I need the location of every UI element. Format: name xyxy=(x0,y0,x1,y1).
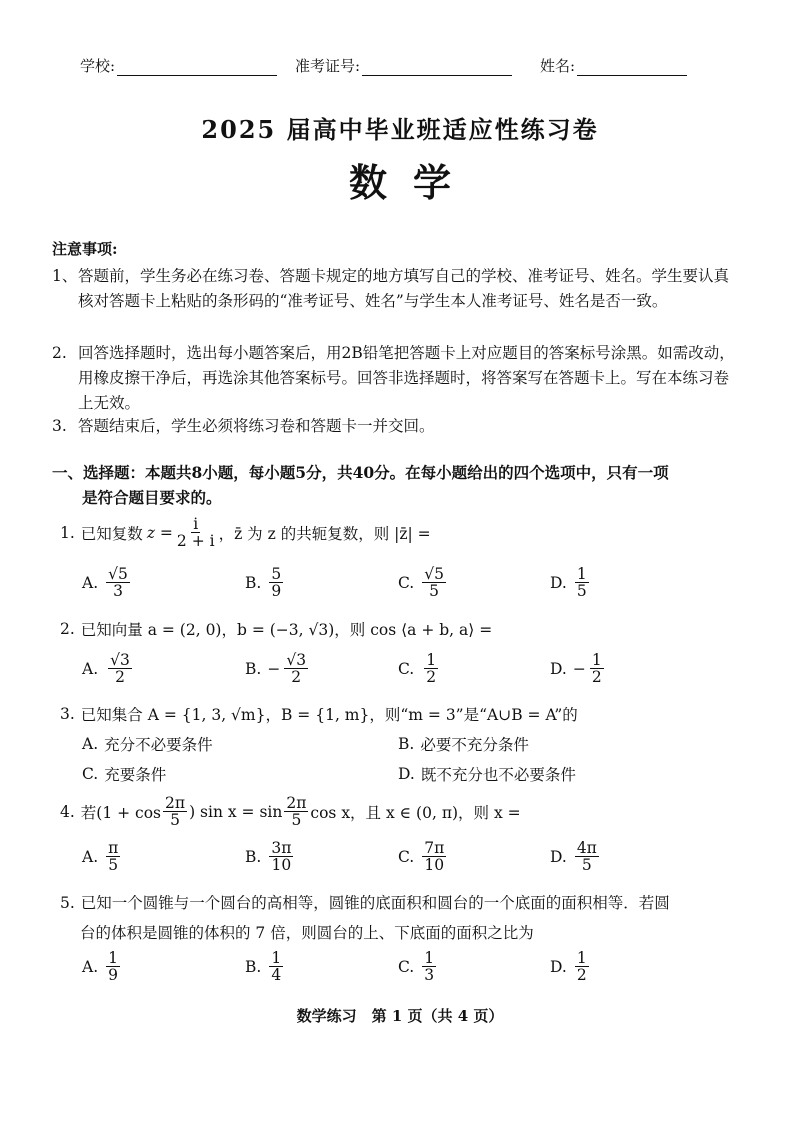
section-line-1: 一、选择题：本题共8小题，每小题5分，共40分。在每小题给出的四个选项中，只有一项 xyxy=(52,463,669,482)
option-a[interactable] xyxy=(82,950,122,984)
question-stem-tail: cos x，且 x ∈ (0, π)，则 x = xyxy=(310,803,521,822)
option-text: 必要不充分条件 xyxy=(420,736,529,754)
option-d[interactable] xyxy=(550,840,601,874)
fraction-denominator: 9 xyxy=(108,966,118,985)
fraction-numerator: 1 xyxy=(424,949,435,967)
question-fraction xyxy=(284,795,308,829)
fraction-numerator: i xyxy=(193,515,199,533)
fraction-denominator: 10 xyxy=(271,856,292,875)
fraction-numerator: 1 xyxy=(426,651,437,669)
option-c[interactable] xyxy=(398,652,440,686)
fraction-numerator: √3 xyxy=(110,651,130,669)
name-label: 姓名: xyxy=(540,57,576,75)
notice-text: 答题结束后，学生必须将练习卷和答题卡一并交回。 xyxy=(78,417,435,435)
option-label: A. xyxy=(82,573,99,592)
question-stem: 已知集合 A = {1, 3, √m}，B = {1, m}，则“m = 3”是“A∪B = A”的 xyxy=(80,706,578,724)
option-label: C. xyxy=(398,847,415,866)
option-d[interactable] xyxy=(398,763,576,785)
fraction-numerator: 1 xyxy=(591,651,602,669)
section-line-2: 是符合题目要求的。 xyxy=(82,488,222,507)
question-stem-mid: ) sin x = sin xyxy=(189,802,283,821)
option-label: A. xyxy=(82,735,99,753)
option-b[interactable] xyxy=(398,733,529,755)
fraction-denominator: 3 xyxy=(113,582,123,601)
page-footer: 数学练习 第 1 页（共 4 页） xyxy=(296,1007,504,1025)
fraction-denominator: 4 xyxy=(271,966,282,985)
option-label: B. xyxy=(245,659,262,678)
notice-num: 3. xyxy=(52,417,67,435)
option-label: D. xyxy=(550,957,567,976)
option-fraction xyxy=(269,840,293,874)
fraction-denominator: 2 xyxy=(115,668,125,687)
option-fraction xyxy=(269,950,283,984)
fraction-numerator: π xyxy=(108,839,119,857)
ticket-label: 准考证号: xyxy=(295,57,361,75)
fraction-denominator: 2 xyxy=(291,668,302,687)
ticket-number-field[interactable] xyxy=(295,55,512,76)
name-field[interactable] xyxy=(540,55,687,76)
option-label: A. xyxy=(82,847,99,866)
option-sign: − xyxy=(572,659,586,678)
fraction-denominator: 10 xyxy=(424,856,445,875)
ticket-blank[interactable] xyxy=(362,61,512,76)
question-fraction xyxy=(163,795,187,829)
notice-item-2 xyxy=(52,341,742,416)
exam-title: 2025 届高中毕业班适应性练习卷 xyxy=(201,115,599,144)
fraction-denominator: 5 xyxy=(108,856,119,875)
question-stem: 已知向量 a = (2, 0)，b = (−3, √3)，则 cos ⟨a + b, a⟩ = xyxy=(80,621,493,639)
question-number: 3. xyxy=(60,705,75,723)
question-number: 1. xyxy=(60,523,75,542)
option-label: D. xyxy=(550,659,567,678)
question-1 xyxy=(60,516,431,550)
option-fraction xyxy=(106,950,120,984)
option-label: B. xyxy=(245,957,262,976)
fraction-numerator: 1 xyxy=(108,949,118,967)
question-stem-tail: ，z̄ 为 z 的共轭复数，则 |z̄| = xyxy=(218,524,431,543)
fraction-numerator: 1 xyxy=(576,949,587,967)
fraction-numerator: 7π xyxy=(424,839,445,857)
fraction-denominator: 5 xyxy=(291,811,302,830)
fraction-numerator: 2π xyxy=(286,794,307,812)
subject-title: 数学 xyxy=(348,160,477,205)
notice-num: 2. xyxy=(52,344,67,362)
question-5 xyxy=(60,888,750,948)
notice-heading: 注意事项: xyxy=(52,240,118,258)
question-variable: z = xyxy=(146,523,173,542)
notice-text: 答题前，学生务必在练习卷、答题卡规定的地方填写自己的学校、准考证号、姓名。学生要认真核对答题卡上粘贴的条形码的“准考证号、姓名”与学生本人准考证号、姓名是否一致。 xyxy=(78,267,730,310)
question-stem: 已知一个圆锥与一个圆台的高相等，圆锥的底面积和圆台的一个底面的面积相等．若圆 xyxy=(80,894,670,912)
option-fraction xyxy=(422,566,446,600)
option-a[interactable] xyxy=(82,566,132,600)
option-text: 既不充分也不必要条件 xyxy=(420,766,576,784)
option-b[interactable] xyxy=(245,566,285,600)
option-c[interactable] xyxy=(398,566,448,600)
option-a[interactable] xyxy=(82,652,134,686)
option-b[interactable] xyxy=(245,840,295,874)
fraction-denominator: 3 xyxy=(424,966,435,985)
fraction-denominator: 2 xyxy=(591,668,602,687)
option-fraction xyxy=(575,566,589,600)
notice-text: 回答选择题时，选出每小题答案后，用2B铅笔把答题卡上对应题目的答案标号涂黑。如需改动，用橡皮擦干净后，再选涂其他答案标号。回答非选择题时，将答案写在答题卡上。写在本练习卷上无效。 xyxy=(78,344,735,412)
option-d[interactable] xyxy=(550,652,606,686)
question-number: 2. xyxy=(60,620,75,638)
school-field[interactable] xyxy=(80,55,277,76)
question-4 xyxy=(60,795,521,829)
fraction-numerator: √5 xyxy=(108,565,128,583)
option-fraction xyxy=(106,840,120,874)
option-label: C. xyxy=(82,765,99,783)
school-blank[interactable] xyxy=(117,61,277,76)
option-text: 充要条件 xyxy=(104,766,167,784)
option-b[interactable] xyxy=(245,950,285,984)
option-label: D. xyxy=(550,847,567,866)
option-fraction xyxy=(422,840,446,874)
question-3 xyxy=(60,703,578,725)
option-c[interactable] xyxy=(398,840,448,874)
fraction-numerator: 1 xyxy=(271,949,282,967)
fraction-numerator: √5 xyxy=(424,565,444,583)
option-label: D. xyxy=(398,765,415,783)
question-number: 4. xyxy=(60,802,75,821)
question-2 xyxy=(60,618,492,640)
question-fraction xyxy=(175,516,217,550)
fraction-denominator: 5 xyxy=(429,582,440,601)
question-5-line-2: 台的体积是圆锥的体积的 7 倍，则圆台的上、下底面的面积之比为 xyxy=(80,924,534,942)
option-fraction xyxy=(269,566,283,600)
fraction-denominator: 2 xyxy=(426,668,437,687)
fraction-numerator: 3π xyxy=(271,839,292,857)
notice-num: 1、 xyxy=(52,267,78,285)
option-label: B. xyxy=(398,735,415,753)
section-heading xyxy=(52,460,742,510)
fraction-numerator: √3 xyxy=(286,651,307,669)
question-number: 5. xyxy=(60,894,75,912)
fraction-numerator: 5 xyxy=(271,565,282,583)
notice-item-1 xyxy=(52,264,742,314)
option-text: 充分不必要条件 xyxy=(104,736,213,754)
option-label: B. xyxy=(245,847,262,866)
option-fraction xyxy=(590,652,604,686)
fraction-denominator: 9 xyxy=(271,582,282,601)
name-blank[interactable] xyxy=(577,61,687,76)
fraction-numerator: 1 xyxy=(576,565,587,583)
option-c[interactable] xyxy=(398,950,438,984)
option-label: C. xyxy=(398,957,415,976)
option-fraction xyxy=(422,950,436,984)
option-fraction xyxy=(106,566,130,600)
option-d[interactable] xyxy=(550,950,591,984)
option-label: B. xyxy=(245,573,262,592)
option-label: D. xyxy=(550,573,567,592)
option-fraction xyxy=(424,652,438,686)
option-label: A. xyxy=(82,957,99,976)
fraction-denominator: 5 xyxy=(170,811,180,830)
fraction-denominator: 2 + i xyxy=(176,532,215,551)
option-fraction xyxy=(284,652,308,686)
option-b[interactable] xyxy=(245,652,310,686)
option-a[interactable] xyxy=(82,840,122,874)
option-label: A. xyxy=(82,659,99,678)
question-stem: 若(1 + cos xyxy=(80,803,162,822)
question-5-line-1 xyxy=(60,888,670,918)
option-fraction xyxy=(575,950,589,984)
question-stem: 已知复数 xyxy=(80,524,143,543)
school-label: 学校: xyxy=(80,57,116,75)
fraction-numerator: 4π xyxy=(576,839,597,857)
fraction-denominator: 5 xyxy=(581,856,592,875)
fraction-numerator: 2π xyxy=(165,794,186,812)
fraction-denominator: 2 xyxy=(576,966,587,985)
option-fraction xyxy=(575,840,599,874)
option-a[interactable] xyxy=(82,733,213,755)
option-fraction xyxy=(108,652,132,686)
option-label: C. xyxy=(398,659,415,678)
option-label: C. xyxy=(398,573,415,592)
option-sign: − xyxy=(267,659,281,678)
notice-item-3 xyxy=(52,414,742,439)
fraction-denominator: 5 xyxy=(576,582,587,601)
option-c[interactable] xyxy=(82,763,166,785)
option-d[interactable] xyxy=(550,566,591,600)
